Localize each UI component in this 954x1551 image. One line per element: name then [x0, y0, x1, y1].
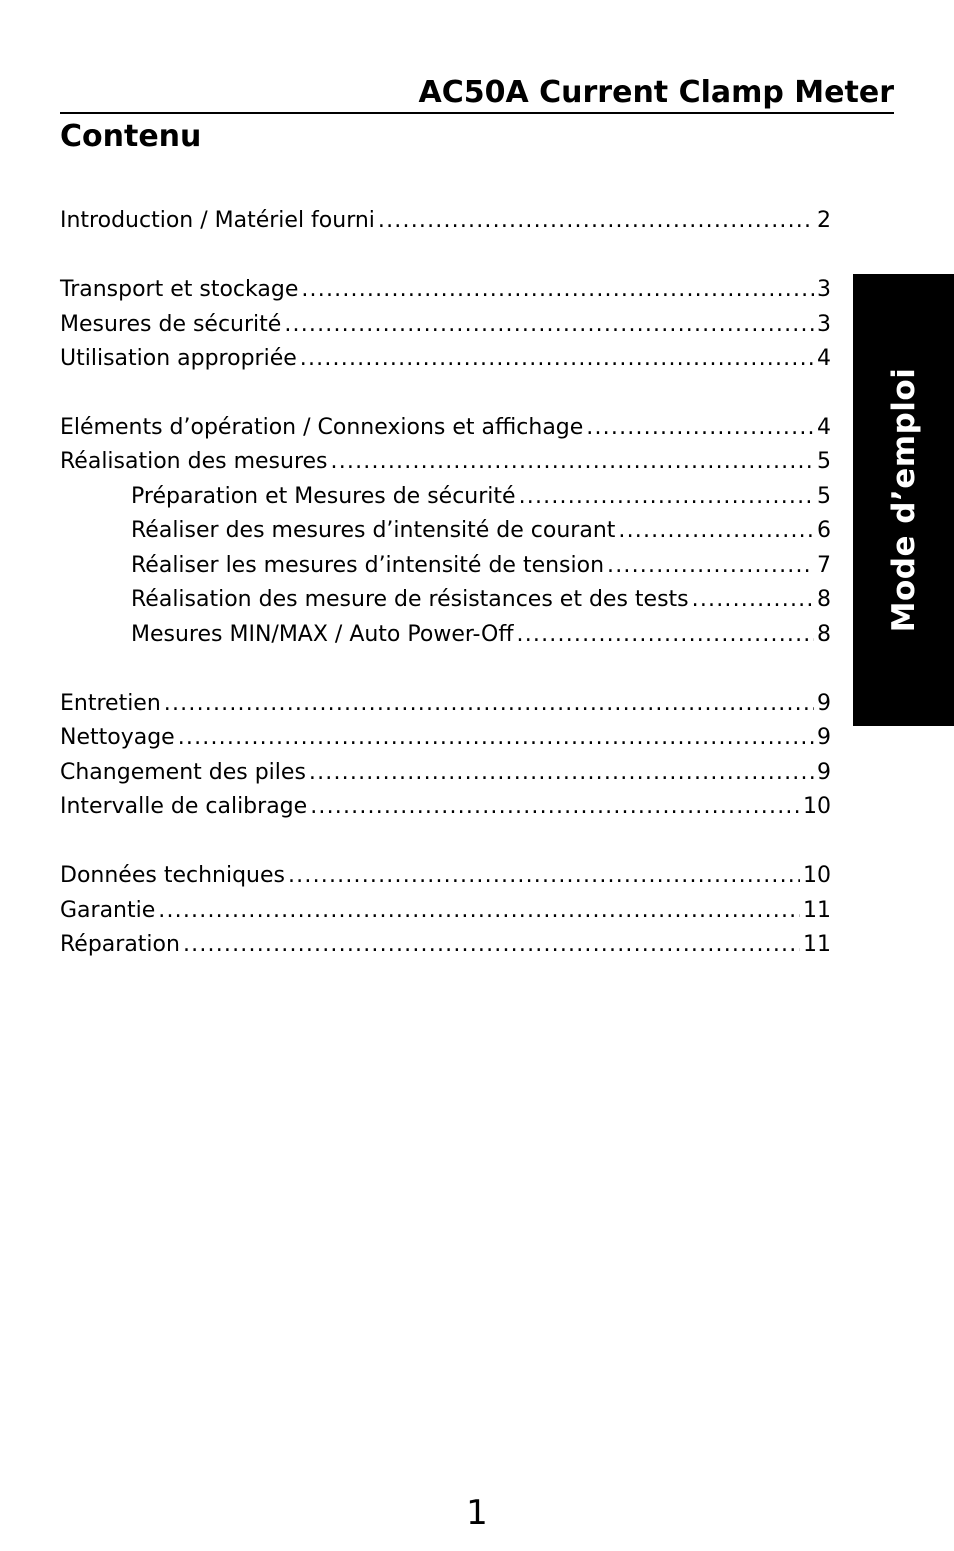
- toc-entry-entretien[interactable]: [60, 687, 831, 721]
- toc-entry-label: Préparation et Mesures de sécurité: [131, 484, 516, 509]
- toc-entry-introduction[interactable]: [60, 204, 831, 238]
- toc-entry-minmax[interactable]: [131, 618, 831, 652]
- toc-entry-label: Intervalle de calibrage: [60, 794, 308, 819]
- toc-entry-garantie[interactable]: [60, 894, 831, 928]
- toc-entry-page: 8: [817, 587, 831, 612]
- side-tab: [853, 274, 954, 726]
- toc-entry-nettoyage[interactable]: [60, 721, 831, 755]
- toc-dot-leader: [183, 928, 800, 962]
- toc-dot-leader: [378, 204, 814, 238]
- toc-dot-leader: [178, 721, 814, 755]
- toc-dot-leader: [300, 342, 814, 376]
- toc-entry-page: 9: [817, 691, 831, 716]
- side-tab-label: Mode d’emploi: [885, 367, 922, 633]
- toc-entry-label: Réaliser des mesures d’intensité de courant: [131, 518, 616, 543]
- toc-entry-page: 4: [817, 346, 831, 371]
- toc-entry-resistances[interactable]: [131, 583, 831, 617]
- toc-entry-label: Données techniques: [60, 863, 285, 888]
- toc-entry-elements[interactable]: [60, 411, 831, 445]
- document-title: AC50A Current Clamp Meter: [418, 75, 894, 110]
- toc-entry-label: Nettoyage: [60, 725, 175, 750]
- toc-dot-leader: [310, 790, 800, 824]
- toc-entry-label: Utilisation appropriée: [60, 346, 297, 371]
- toc-entry-page: 5: [817, 449, 831, 474]
- toc-entry-page: 9: [817, 725, 831, 750]
- toc-entry-page: 7: [817, 553, 831, 578]
- toc-entry-label: Mesures de sécurité: [60, 312, 282, 337]
- toc-dot-leader: [586, 411, 814, 445]
- toc-entry-page: 9: [817, 760, 831, 785]
- toc-dot-leader: [519, 480, 814, 514]
- toc-entry-page: 10: [803, 794, 831, 819]
- header-rule: [60, 112, 894, 114]
- toc-dot-leader: [607, 549, 814, 583]
- toc-entry-label: Eléments d’opération / Connexions et affichage: [60, 415, 584, 440]
- section-title: Contenu: [60, 119, 202, 154]
- toc-entry-page: 5: [817, 484, 831, 509]
- toc-dot-leader: [618, 514, 814, 548]
- toc-entry-label: Garantie: [60, 898, 156, 923]
- toc-entry-donnees[interactable]: [60, 859, 831, 893]
- toc-entry-label: Réalisation des mesures: [60, 449, 328, 474]
- toc-entry-label: Entretien: [60, 691, 161, 716]
- toc-entry-page: 2: [817, 208, 831, 233]
- page-number: 1: [466, 1493, 488, 1533]
- toc-entry-calibrage[interactable]: [60, 790, 831, 824]
- toc-entry-realisation[interactable]: [60, 445, 831, 479]
- toc-entry-page: 8: [817, 622, 831, 647]
- toc-entry-label: Réparation: [60, 932, 180, 957]
- toc-entry-piles[interactable]: [60, 756, 831, 790]
- toc-entry-page: 3: [817, 312, 831, 337]
- toc-dot-leader: [331, 445, 814, 479]
- toc-dot-leader: [301, 273, 814, 307]
- toc-entry-securite[interactable]: [60, 308, 831, 342]
- toc-entry-label: Changement des piles: [60, 760, 306, 785]
- toc-entry-page: 11: [803, 898, 831, 923]
- toc-dot-leader: [284, 308, 814, 342]
- toc-dot-leader: [692, 583, 814, 617]
- toc-entry-label: Mesures MIN/MAX / Auto Power-Off: [131, 622, 514, 647]
- toc-entry-label: Réalisation des mesure de résistances et des tests: [131, 587, 689, 612]
- toc-entry-page: 11: [803, 932, 831, 957]
- toc-entry-page: 3: [817, 277, 831, 302]
- toc-entry-utilisation[interactable]: [60, 342, 831, 376]
- toc-entry-label: Réaliser les mesures d’intensité de tension: [131, 553, 605, 578]
- toc-entry-courant[interactable]: [131, 514, 831, 548]
- toc-entry-page: 10: [803, 863, 831, 888]
- toc-dot-leader: [288, 859, 800, 893]
- toc-entry-page: 4: [817, 415, 831, 440]
- toc-entry-label: Transport et stockage: [60, 277, 299, 302]
- toc-entry-preparation[interactable]: [131, 480, 831, 514]
- toc-dot-leader: [158, 894, 800, 928]
- toc-entry-label: Introduction / Matériel fourni: [60, 208, 375, 233]
- toc-entry-tension[interactable]: [131, 549, 831, 583]
- toc-entry-reparation[interactable]: [60, 928, 831, 962]
- toc-entry-page: 6: [817, 518, 831, 543]
- toc-entry-transport[interactable]: [60, 273, 831, 307]
- toc-dot-leader: [164, 687, 814, 721]
- toc-dot-leader: [309, 756, 814, 790]
- toc-dot-leader: [517, 618, 814, 652]
